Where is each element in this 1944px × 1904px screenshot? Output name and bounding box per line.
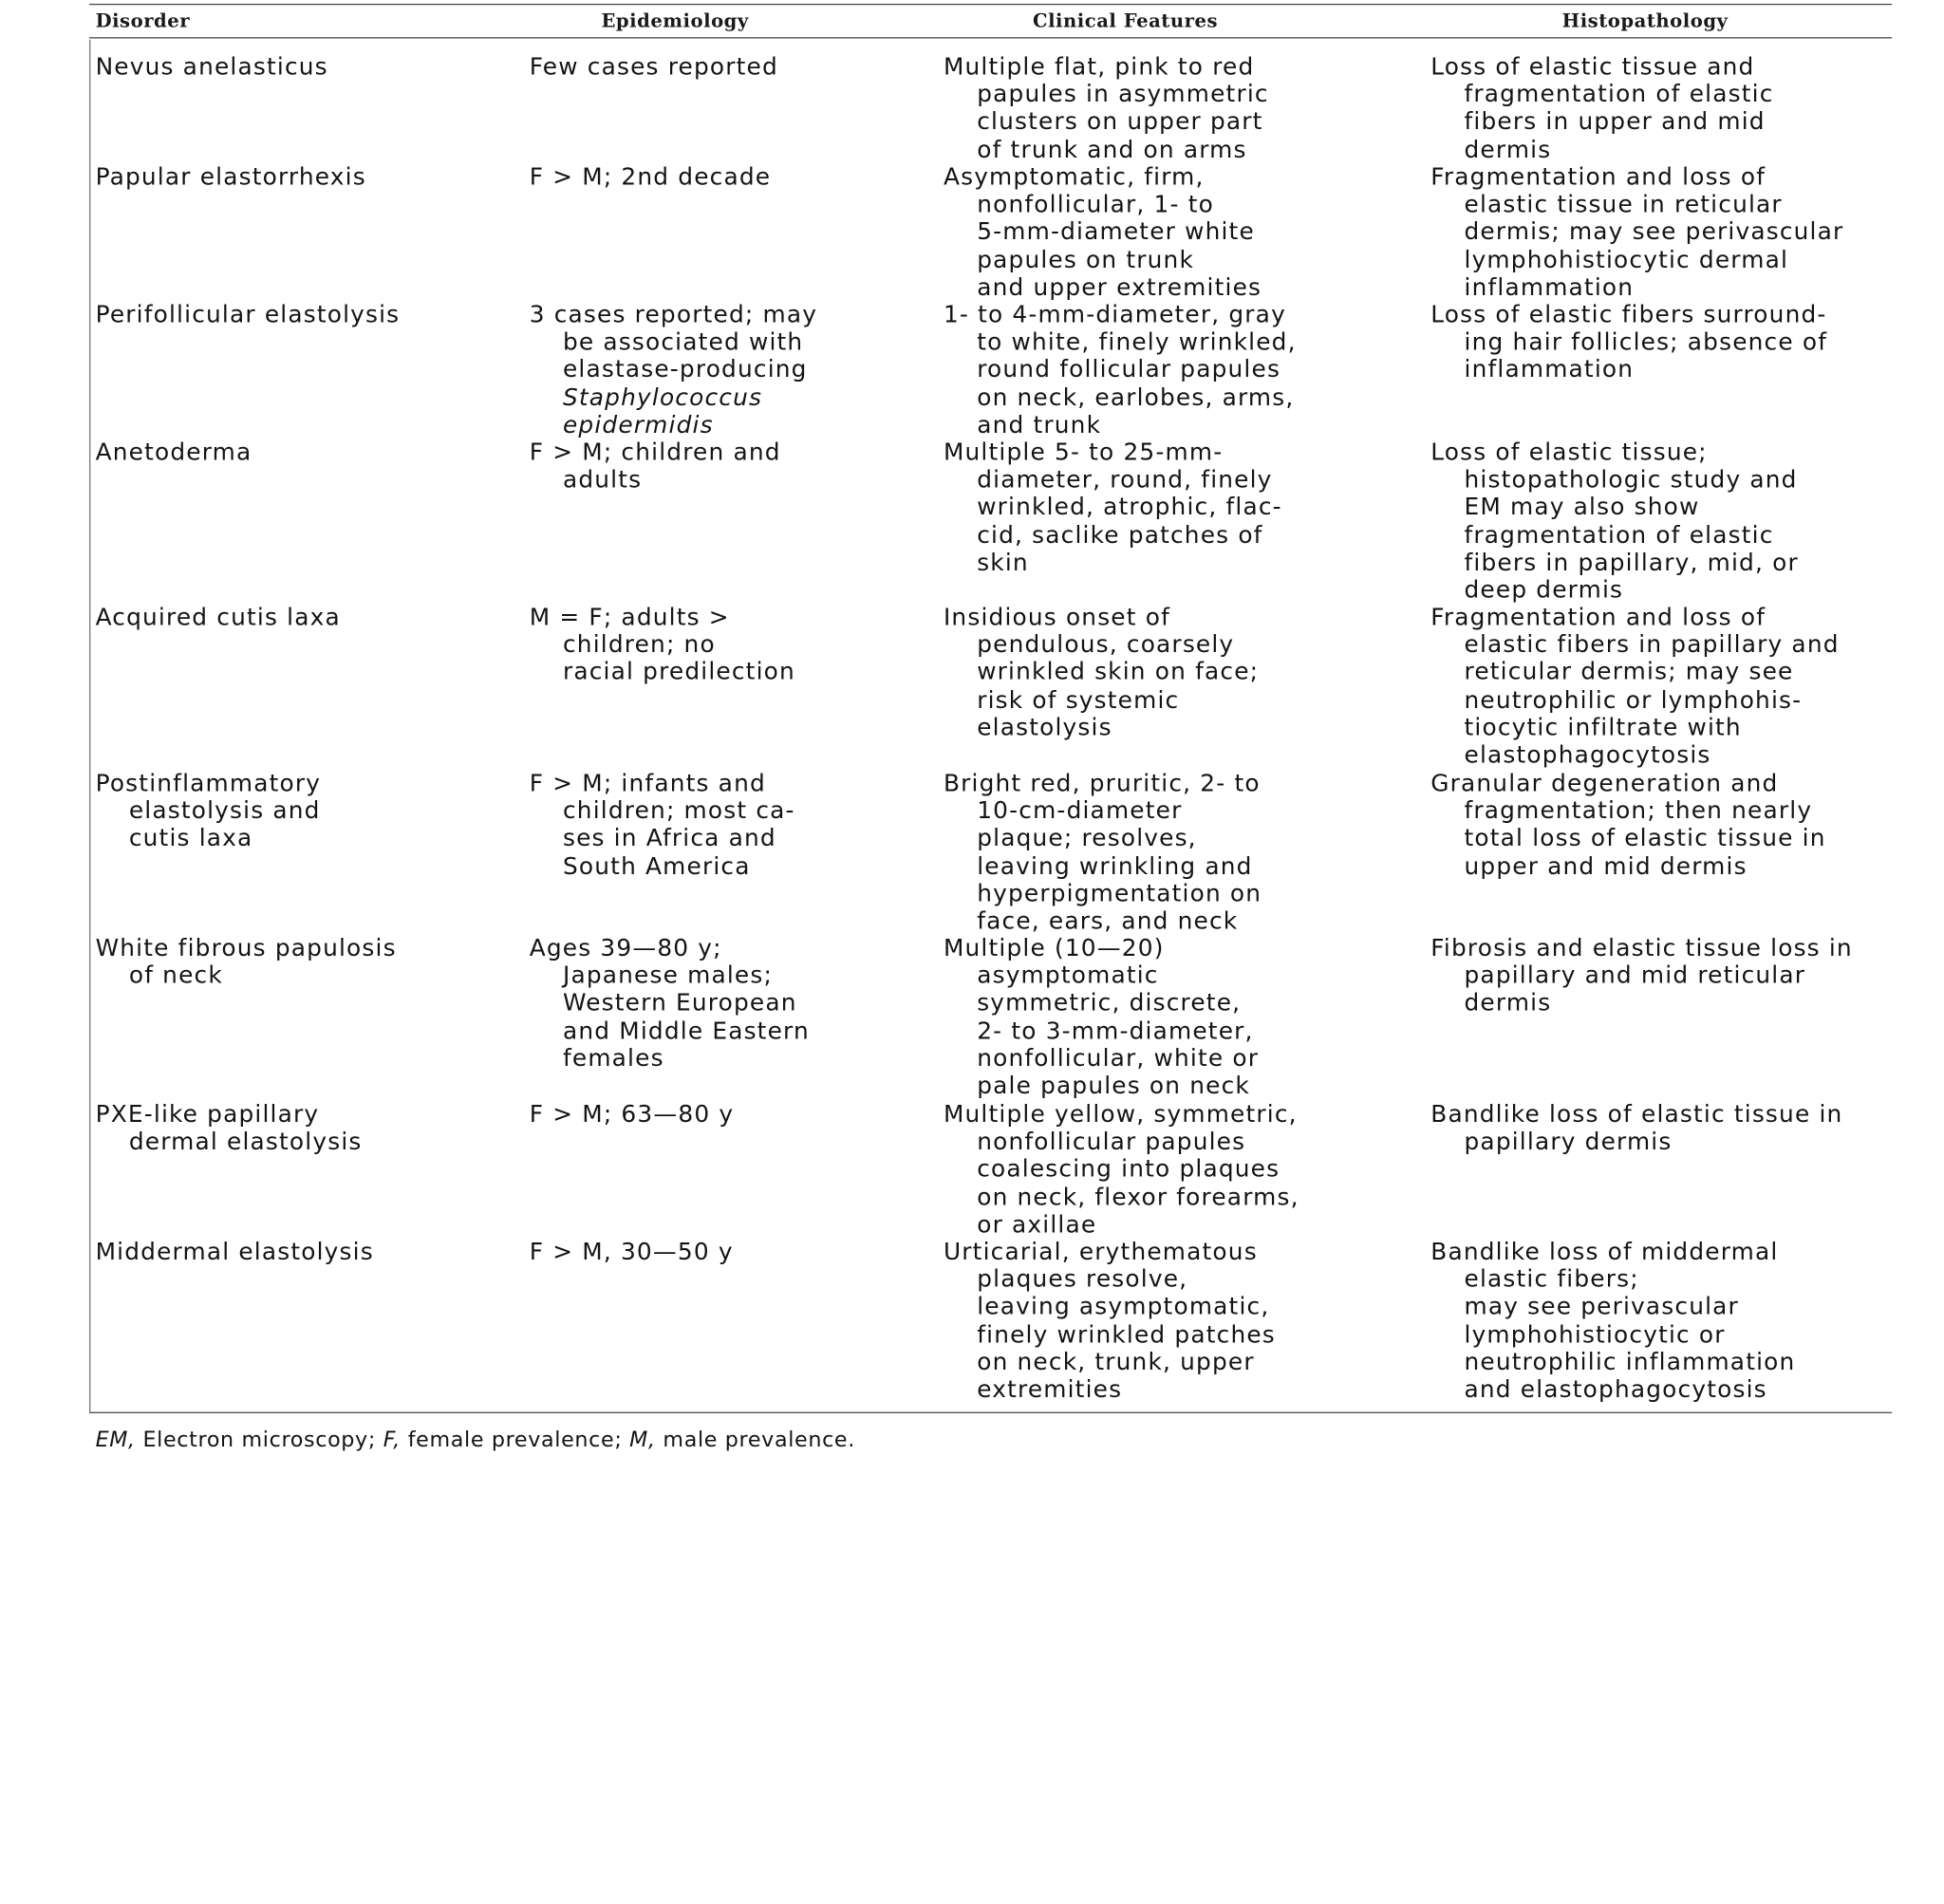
cell-epidemiology: F > M; 63—80 y: [529, 1100, 735, 1129]
cell-histopathology: Granular degeneration and fragmentation; then nearly total loss of elastic tissue in upper and mid dermis: [1430, 770, 1826, 880]
header-rule: [89, 37, 1892, 38]
cell-histopathology: Bandlike loss of middermal elastic fibers; may see perivascular lymphohistiocytic or neutrophilic inflammation and elastophagocytosis: [1430, 1238, 1796, 1404]
cell-clinical-features: Multiple (10—20) asymptomatic symmetric, discrete, 2- to 3-mm-diameter, nonfollicular, white or pale papules on neck: [943, 934, 1260, 1100]
cell-epidemiology: Ages 39—80 y; Japanese males; Western European and Middle Eastern females: [529, 934, 810, 1073]
cell-disorder: Papular elastorrhexis: [95, 163, 366, 192]
table-left-border: [89, 40, 90, 1412]
cell-histopathology: Fragmentation and loss of elastic fibers in papillary and reticular dermis; may see neutrophilic or lymphohis- tiocytic infiltrate with elastophagocytosis: [1430, 604, 1840, 769]
cell-clinical-features: Multiple yellow, symmetric, nonfollicular papules coalescing into plaques on neck, flexor forearms, or axillae: [943, 1100, 1299, 1239]
footnote-m-text: male prevalence.: [655, 1428, 855, 1453]
cell-clinical-features: Bright red, pruritic, 2- to 10-cm-diameter plaque; resolves, leaving wrinkling and hyperpigmentation on face, ears, and neck: [943, 770, 1262, 935]
table-footnote: [96, 1428, 855, 1453]
cell-histopathology: Fragmentation and loss of elastic tissue in reticular dermis; may see perivascular lymphohistiocytic dermal inflammation: [1430, 163, 1844, 302]
header-epidemiology: Epidemiology: [601, 9, 749, 32]
cell-disorder: Anetoderma: [95, 439, 252, 467]
cell-histopathology: Loss of elastic tissue; histopathologic study and EM may also show fragmentation of elastic fibers in papillary, mid, or deep dermis: [1430, 439, 1799, 605]
cell-epidemiology: F > M, 30—50 y: [529, 1238, 734, 1266]
cell-disorder: Nevus anelasticus: [95, 53, 328, 81]
header-disorder: Disorder: [95, 9, 191, 32]
organism-name: Staphylococcus epidermidis: [562, 383, 763, 439]
cell-clinical-features: 1- to 4-mm-diameter, gray to white, finely wrinkled, round follicular papules on neck, earlobes, arms, and trunk: [943, 301, 1297, 439]
cell-epidemiology: [530, 301, 960, 439]
cell-histopathology: Loss of elastic fibers surround- ing hair follicles; absence of inflammation: [1430, 301, 1828, 384]
header-clinical-features: Clinical Features: [1032, 9, 1219, 32]
cell-histopathology: Bandlike loss of elastic tissue in papillary dermis: [1430, 1100, 1843, 1156]
cell-disorder: Perifollicular elastolysis: [95, 301, 401, 329]
footnote-f-text: female prevalence;: [400, 1428, 630, 1453]
footnote-m-abbr: M,: [629, 1428, 656, 1453]
cell-epidemiology: F > M; 2nd decade: [529, 163, 772, 192]
cell-clinical-features: Urticarial, erythematous plaques resolve, leaving asymptomatic, finely wrinkled patches on neck, trunk, upper extremities: [943, 1238, 1276, 1404]
table-bottom-rule: [89, 1412, 1892, 1413]
cell-disorder: White fibrous papulosis of neck: [95, 934, 397, 990]
header-histopathology: Histopathology: [1561, 9, 1729, 32]
cell-clinical-features: Multiple 5- to 25-mm- diameter, round, finely wrinkled, atrophic, flac- cid, saclike patches of skin: [943, 439, 1282, 577]
cell-epidemiology: F > M; children and adults: [529, 439, 781, 495]
epidemiology-text: 3 cases reported; may be associated with elastase-producing: [529, 301, 818, 384]
cell-epidemiology: Few cases reported: [529, 53, 778, 81]
cell-disorder: Middermal elastolysis: [95, 1238, 374, 1266]
cell-disorder: Postinflammatory elastolysis and cutis laxa: [95, 770, 322, 852]
footnote-f-abbr: F,: [383, 1428, 401, 1453]
cell-clinical-features: Multiple flat, pink to red papules in asymmetric clusters on upper part of trunk and on arms: [943, 53, 1269, 163]
cell-clinical-features: Insidious onset of pendulous, coarsely wrinkled skin on face; risk of systemic elastolysis: [943, 604, 1260, 741]
cell-histopathology: Loss of elastic tissue and fragmentation of elastic fibers in upper and mid dermis: [1430, 53, 1774, 163]
footnote-em-text: Electron microscopy;: [135, 1428, 383, 1453]
cell-epidemiology: F > M; infants and children; most ca- ses in Africa and South America: [529, 770, 795, 880]
cell-disorder: Acquired cutis laxa: [95, 604, 341, 631]
cell-clinical-features: Asymptomatic, firm, nonfollicular, 1- to 5-mm-diameter white papules on trunk and upper extremities: [943, 163, 1262, 302]
table-top-rule: [89, 4, 1892, 5]
cell-histopathology: Fibrosis and elastic tissue loss in papillary and mid reticular dermis: [1430, 934, 1853, 1017]
cell-disorder: PXE-like papillary dermal elastolysis: [95, 1100, 363, 1156]
cell-epidemiology: M = F; adults > children; no racial predilection: [529, 604, 795, 686]
footnote-em-abbr: EM,: [95, 1428, 136, 1453]
